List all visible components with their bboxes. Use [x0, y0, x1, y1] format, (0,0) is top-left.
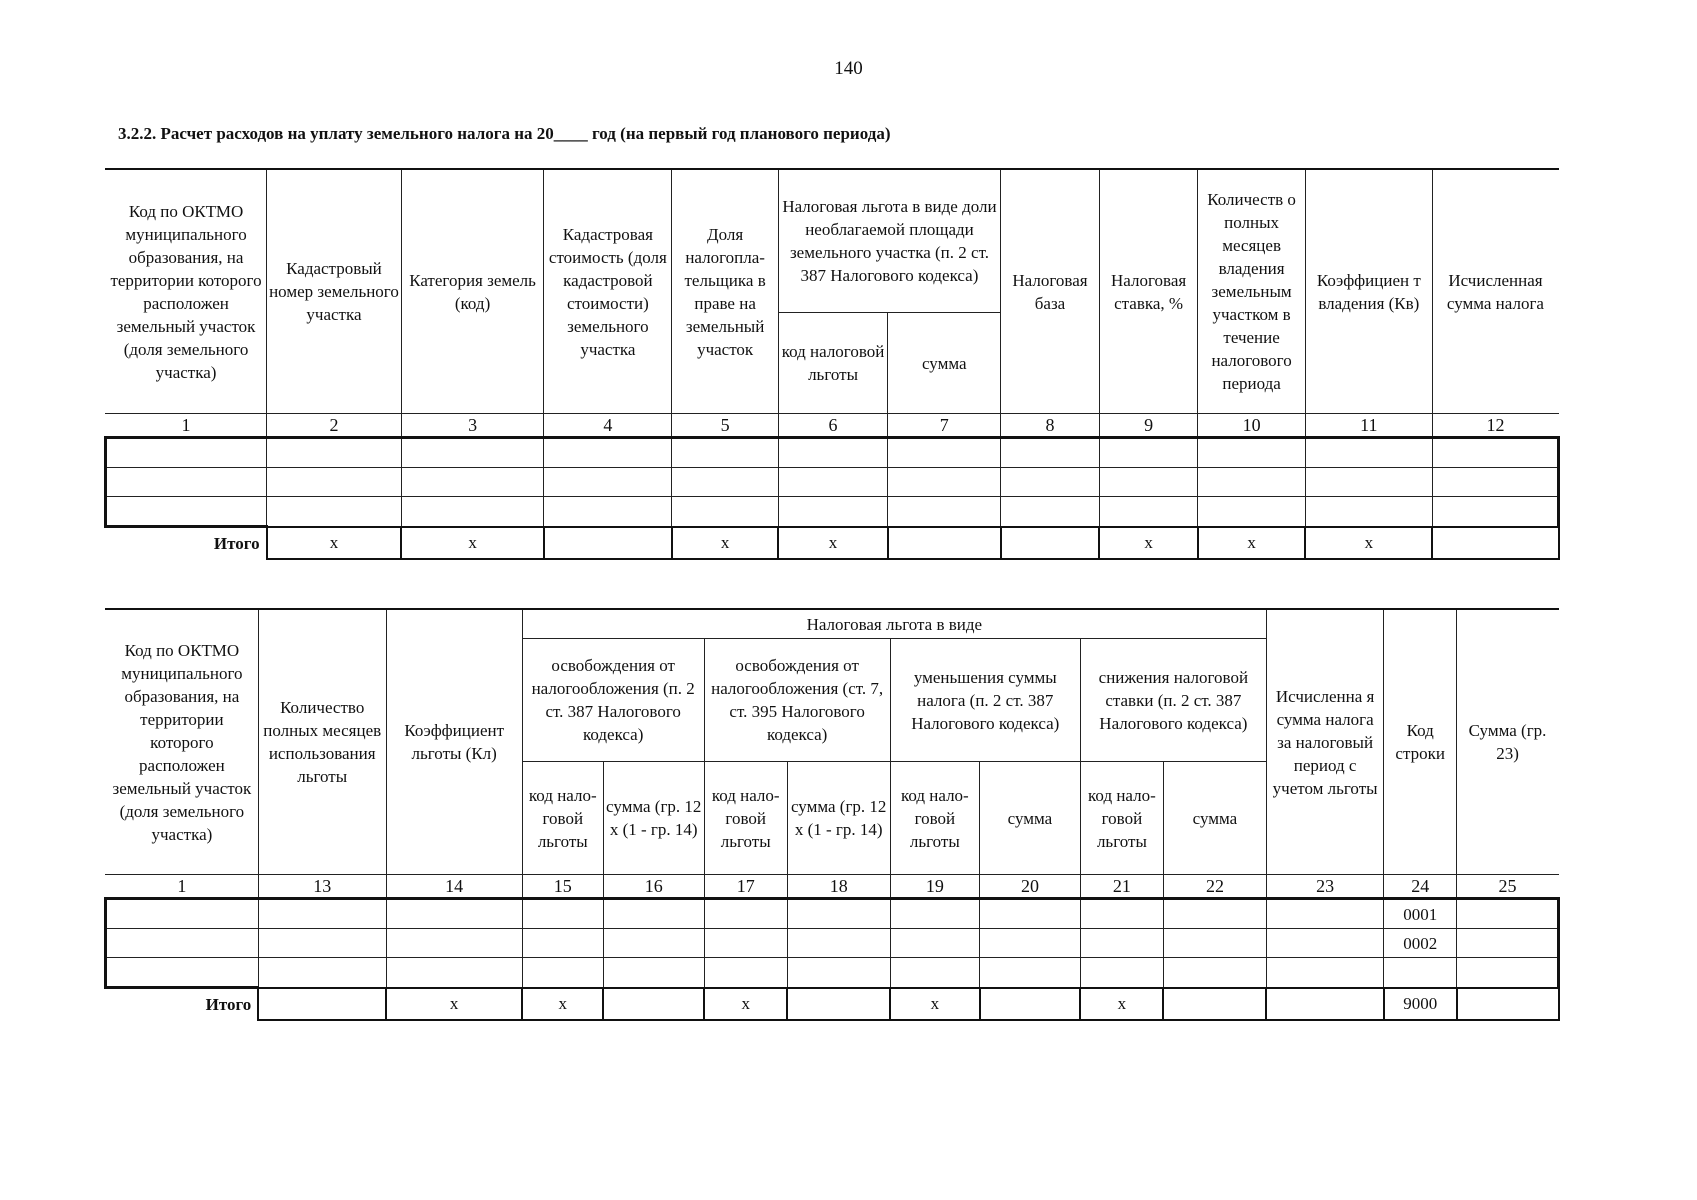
row-code: 0002: [1384, 929, 1457, 958]
table-cell[interactable]: [1432, 438, 1558, 468]
table-cell[interactable]: [106, 438, 267, 468]
table-cell[interactable]: [401, 438, 543, 468]
table-cell[interactable]: [603, 958, 704, 988]
table-cell[interactable]: [1457, 958, 1559, 988]
table-cell[interactable]: [401, 497, 543, 527]
table-cell[interactable]: [980, 929, 1081, 958]
column-number: 25: [1457, 875, 1559, 899]
row-code: 0001: [1384, 899, 1457, 929]
total-cell: x: [672, 527, 778, 559]
row-code: [1384, 958, 1457, 988]
header-benefit-code: код нало-говой льготы: [890, 762, 979, 875]
table-cell[interactable]: [544, 468, 672, 497]
header-benefit-amount: сумма (гр. 12 x (1 - гр. 14): [603, 762, 704, 875]
header-months-owned: Количеств о полных месяцев владения земельным участком в течение налогового периода: [1198, 169, 1305, 414]
column-number: 3: [401, 414, 543, 438]
table-cell[interactable]: [890, 899, 979, 929]
header-sum: Сумма (гр. 23): [1457, 609, 1559, 875]
table-cell[interactable]: [267, 468, 402, 497]
header-land-category: Категория земель (код): [401, 169, 543, 414]
table-cell[interactable]: [890, 958, 979, 988]
table-cell[interactable]: [1080, 929, 1163, 958]
header-benefit-code: код налоговой льготы: [778, 313, 888, 414]
table-row: [106, 438, 1559, 468]
table-cell[interactable]: [522, 958, 603, 988]
table-cell[interactable]: [787, 929, 890, 958]
total-cell: x: [1305, 527, 1432, 559]
table-cell[interactable]: [778, 468, 888, 497]
table-cell[interactable]: [1163, 899, 1266, 929]
column-number: 8: [1001, 414, 1100, 438]
total-row-code: 9000: [1384, 988, 1457, 1020]
table-cell[interactable]: [778, 438, 888, 468]
header-rate-reduction: снижения налоговой ставки (п. 2 ст. 387 Налогового кодекса): [1080, 639, 1266, 762]
table-cell[interactable]: [1198, 497, 1305, 527]
header-cadastral-number: Кадастровый номер земельного участка: [267, 169, 402, 414]
table-cell[interactable]: [1001, 497, 1100, 527]
table-cell[interactable]: [704, 929, 787, 958]
column-number: 18: [787, 875, 890, 899]
total-cell[interactable]: [1457, 988, 1559, 1020]
column-number: 1: [106, 875, 259, 899]
total-row: [106, 988, 1559, 1020]
total-cell: x: [1198, 527, 1305, 559]
table-cell[interactable]: [258, 958, 386, 988]
table-cell[interactable]: [1305, 497, 1432, 527]
table-row: [106, 929, 1559, 958]
column-number: 24: [1384, 875, 1457, 899]
table-cell[interactable]: [106, 929, 259, 958]
header-oktmo: Код по ОКТМО муниципального образования, на территории которого расположен земельный участок (доля земельного участка): [106, 609, 259, 875]
column-number: 9: [1099, 414, 1198, 438]
total-cell: x: [890, 988, 979, 1020]
table-cell[interactable]: [106, 958, 259, 988]
table-row: [106, 958, 1559, 988]
section-title: 3.2.2. Расчет расходов на уплату земельного налога на 20____ год (на первый год планового периода): [118, 124, 891, 143]
table-cell[interactable]: [1266, 958, 1383, 988]
column-number: 15: [522, 875, 603, 899]
header-benefit-group: Налоговая льгота в виде: [522, 609, 1266, 639]
header-tax-reduction: уменьшения суммы налога (п. 2 ст. 387 Налогового кодекса): [890, 639, 1080, 762]
table-cell[interactable]: [1457, 899, 1559, 929]
header-tax-base: Налоговая база: [1001, 169, 1100, 414]
table-cell[interactable]: [106, 899, 259, 929]
header-row-code: Код строки: [1384, 609, 1457, 875]
table-cell[interactable]: [704, 958, 787, 988]
table-cell[interactable]: [1001, 468, 1100, 497]
table-cell[interactable]: [267, 438, 402, 468]
column-number: 21: [1080, 875, 1163, 899]
header-benefit-amount: сумма: [888, 313, 1001, 414]
header-benefit-share-group: Налоговая льгота в виде доли необлагаемой площади земельного участка (п. 2 ст. 387 Налогового кодекса): [778, 169, 1000, 313]
total-label: Итого: [106, 527, 267, 559]
table-cell[interactable]: [1001, 438, 1100, 468]
column-number: 17: [704, 875, 787, 899]
total-cell[interactable]: [980, 988, 1081, 1020]
column-number: 19: [890, 875, 979, 899]
table-cell[interactable]: [1099, 438, 1198, 468]
table-cell[interactable]: [544, 497, 672, 527]
header-calculated-tax: Исчисленная сумма налога: [1432, 169, 1558, 414]
total-cell: x: [386, 988, 522, 1020]
column-number: 12: [1432, 414, 1558, 438]
header-benefit-amount: сумма (гр. 12 x (1 - гр. 14): [787, 762, 890, 875]
total-cell: x: [522, 988, 603, 1020]
table-row: [106, 899, 1559, 929]
column-number: 10: [1198, 414, 1305, 438]
header-taxpayer-share: Доля налогопла-тельщика в праве на земельный участок: [672, 169, 778, 414]
table-cell[interactable]: [1163, 929, 1266, 958]
table-cell[interactable]: [522, 899, 603, 929]
land-tax-benefit-table: [104, 608, 1560, 1021]
header-ownership-coefficient: Коэффициен т владения (Кв): [1305, 169, 1432, 414]
total-label: Итого: [106, 988, 259, 1020]
table-cell[interactable]: [386, 929, 522, 958]
total-cell[interactable]: [258, 988, 386, 1020]
total-cell: x: [267, 527, 402, 559]
total-cell[interactable]: [1163, 988, 1266, 1020]
header-benefit-amount: сумма: [980, 762, 1081, 875]
column-number: 16: [603, 875, 704, 899]
column-number: 2: [267, 414, 402, 438]
header-exemption-395: освобождения от налогообложения (ст. 7, ст. 395 Налогового кодекса): [704, 639, 890, 762]
table-cell[interactable]: [544, 438, 672, 468]
header-exemption-387: освобождения от налогообложения (п. 2 ст. 387 Налогового кодекса): [522, 639, 704, 762]
table-cell[interactable]: [1099, 497, 1198, 527]
column-number: 1: [106, 414, 267, 438]
table-row: [106, 468, 1559, 497]
table-cell[interactable]: [258, 929, 386, 958]
total-cell: x: [401, 527, 543, 559]
table-cell[interactable]: [106, 497, 267, 527]
table-cell[interactable]: [1099, 468, 1198, 497]
table-cell[interactable]: [401, 468, 543, 497]
table-cell[interactable]: [258, 899, 386, 929]
header-tax-with-benefit: Исчисленна я сумма налога за налоговый период с учетом льготы: [1266, 609, 1383, 875]
table-cell[interactable]: [1305, 468, 1432, 497]
table-cell[interactable]: [888, 468, 1001, 497]
header-benefit-months: Количество полных месяцев использования льготы: [258, 609, 386, 875]
table-cell[interactable]: [522, 929, 603, 958]
table-cell[interactable]: [704, 899, 787, 929]
header-tax-rate: Налоговая ставка, %: [1099, 169, 1198, 414]
total-cell: x: [1080, 988, 1163, 1020]
total-cell: x: [778, 527, 888, 559]
table-cell[interactable]: [603, 929, 704, 958]
column-number: 5: [672, 414, 778, 438]
column-number: 14: [386, 875, 522, 899]
table-cell[interactable]: [1198, 468, 1305, 497]
table-cell[interactable]: [1432, 497, 1558, 527]
table-cell[interactable]: [980, 958, 1081, 988]
column-number: 23: [1266, 875, 1383, 899]
column-number: 6: [778, 414, 888, 438]
table-cell[interactable]: [1163, 958, 1266, 988]
column-number: 7: [888, 414, 1001, 438]
total-cell[interactable]: [1432, 527, 1558, 559]
header-benefit-code: код нало-говой льготы: [1080, 762, 1163, 875]
total-cell[interactable]: [787, 988, 890, 1020]
table-cell[interactable]: [1080, 899, 1163, 929]
column-number: 11: [1305, 414, 1432, 438]
table-cell[interactable]: [267, 497, 402, 527]
table-cell[interactable]: [603, 899, 704, 929]
column-number: 22: [1163, 875, 1266, 899]
total-row: [106, 527, 1559, 559]
table-cell[interactable]: [1198, 438, 1305, 468]
table-cell[interactable]: [787, 899, 890, 929]
land-tax-table: [104, 168, 1560, 560]
table-cell[interactable]: [980, 899, 1081, 929]
total-cell[interactable]: [544, 527, 672, 559]
header-benefit-amount: сумма: [1163, 762, 1266, 875]
table-cell[interactable]: [386, 958, 522, 988]
table-cell[interactable]: [888, 438, 1001, 468]
column-number: 13: [258, 875, 386, 899]
table-cell[interactable]: [1457, 929, 1559, 958]
page-number: 140: [834, 58, 863, 79]
table-cell[interactable]: [672, 438, 778, 468]
total-cell: x: [1099, 527, 1198, 559]
total-cell[interactable]: [1001, 527, 1100, 559]
table-cell[interactable]: [672, 497, 778, 527]
column-number: 4: [544, 414, 672, 438]
header-benefit-code: код нало-говой льготы: [704, 762, 787, 875]
table-cell[interactable]: [890, 929, 979, 958]
table-cell[interactable]: [1266, 929, 1383, 958]
total-cell[interactable]: [603, 988, 704, 1020]
header-benefit-coefficient: Коэффициент льготы (Кл): [386, 609, 522, 875]
table-row: [106, 497, 1559, 527]
table-cell[interactable]: [386, 899, 522, 929]
table-cell[interactable]: [106, 468, 267, 497]
table-cell[interactable]: [778, 497, 888, 527]
total-cell[interactable]: [1266, 988, 1383, 1020]
table-cell[interactable]: [1266, 899, 1383, 929]
total-cell[interactable]: [888, 527, 1001, 559]
header-cadastral-value: Кадастровая стоимость (доля кадастровой стоимости) земельного участка: [544, 169, 672, 414]
column-number: 20: [980, 875, 1081, 899]
table-cell[interactable]: [787, 958, 890, 988]
table-cell[interactable]: [888, 497, 1001, 527]
table-cell[interactable]: [1080, 958, 1163, 988]
table-cell[interactable]: [1432, 468, 1558, 497]
header-benefit-code: код нало-говой льготы: [522, 762, 603, 875]
table-cell[interactable]: [1305, 438, 1432, 468]
table-cell[interactable]: [672, 468, 778, 497]
total-cell: x: [704, 988, 787, 1020]
header-oktmo: Код по ОКТМО муниципального образования, на территории которого расположен земельный участок (доля земельного участка): [106, 169, 267, 414]
